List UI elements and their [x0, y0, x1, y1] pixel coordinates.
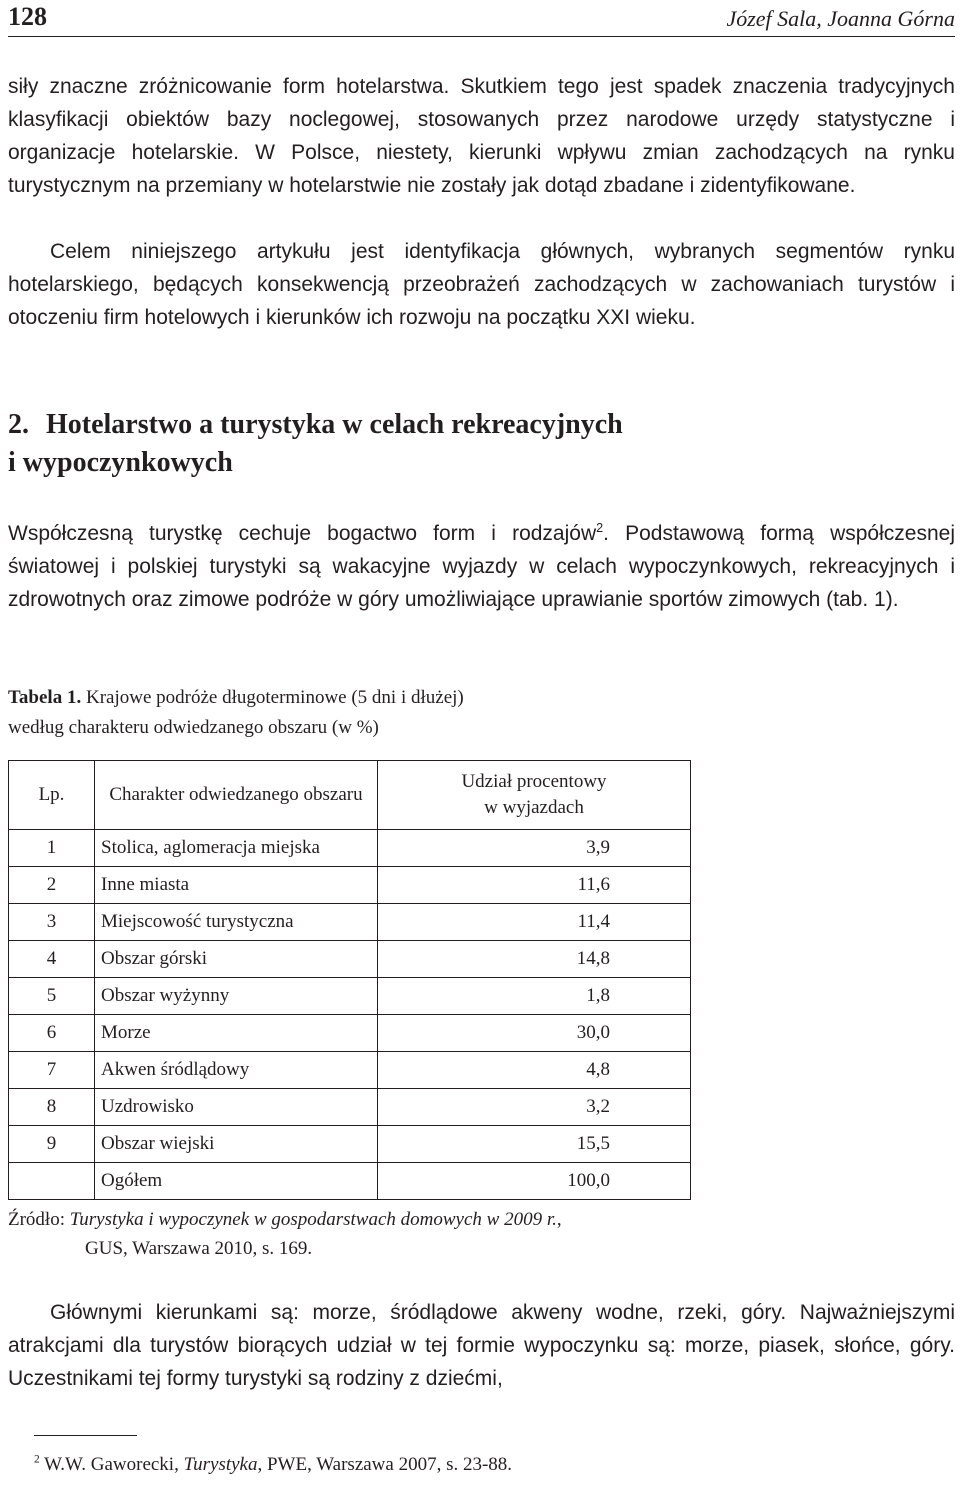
table-header-row: [9, 761, 691, 830]
footnote-marker: 2: [34, 1453, 40, 1466]
cell-lp: 4: [9, 941, 95, 978]
cell-share: 14,8: [378, 941, 691, 978]
table-row: [9, 978, 691, 1015]
section-title-line1: Hotelarstwo a turystyka w celach rekreacyjnych: [46, 409, 623, 440]
running-head-authors: Józef Sala, Joanna Górna: [726, 6, 955, 31]
cell-share: 4,8: [378, 1052, 691, 1089]
page-number: 128: [8, 2, 47, 31]
header-share-line2: w wyjazdach: [484, 797, 584, 818]
cell-share: 100,0: [378, 1163, 691, 1200]
table-row: [9, 941, 691, 978]
cell-area: Inne miasta: [95, 867, 378, 904]
cell-lp: 7: [9, 1052, 95, 1089]
cell-lp: 2: [9, 867, 95, 904]
cell-area: Ogółem: [95, 1163, 378, 1200]
cell-share: 3,9: [378, 830, 691, 867]
trips-table: [8, 760, 691, 1200]
footnote-rule: [34, 1435, 137, 1436]
cell-area: Obszar górski: [95, 941, 378, 978]
header-area: Charakter odwiedzanego obszaru: [95, 761, 378, 830]
paragraph-main-directions: Głównymi kierunkami są: morze, śródlądowe akweny wodne, rzeki, góry. Najważniejszymi atrakcjami dla turystów biorących udział w tej formie wypoczynku są: morze, piasek, słońce, góry. Uczestnikami tej formy turystyki są rodziny z dziećmi,: [8, 1301, 955, 1390]
paragraph-article-aim: Celem niniejszego artykułu jest identyfikacja głównych, wybranych segmentów rynku hotelarskiego, będących konsekwencją przeobrażeń zachodzących w zachowaniach turystów i otoczeniu firm hotelowych i kierunków ich rozwoju na początku XXI wieku.: [8, 240, 955, 329]
footnote-reference[interactable]: 2: [596, 521, 604, 535]
table-caption-label: Tabela 1.: [8, 687, 82, 708]
table-row: [9, 1052, 691, 1089]
footnote-publication: , PWE, Warszawa 2007, s. 23-88.: [257, 1454, 513, 1475]
table-row: [9, 867, 691, 904]
table-row: [9, 904, 691, 941]
source-label: Źródło:: [8, 1209, 70, 1230]
cell-share: 1,8: [378, 978, 691, 1015]
table-caption-line1: Krajowe podróże długoterminowe (5 dni i dłużej): [81, 687, 464, 708]
section-title-line2: i wypoczynkowych: [8, 447, 233, 478]
paragraph-text-end: . Podstawową formą współczesnej światowej i polskiej turystyki są wakacyjne wyjazdy w celach wypoczynkowych, rekreacyjnych i zdrowotnych oraz zimowe podróże w góry umożliwiające uprawianie sportów zimowych (tab. 1).: [8, 522, 955, 611]
table-total-row: [9, 1163, 691, 1200]
footnote-author: W.W. Gaworecki,: [39, 1454, 184, 1475]
cell-area: Morze: [95, 1015, 378, 1052]
header-share: [378, 761, 691, 830]
section-number: 2.: [8, 409, 29, 440]
cell-lp: 3: [9, 904, 95, 941]
table-row: [9, 830, 691, 867]
paragraph-text-start: Współczesną turystkę cechuje bogactwo form i rodzajów: [8, 522, 597, 545]
section-heading: [8, 406, 955, 482]
cell-area: Obszar wyżynny: [95, 978, 378, 1015]
cell-share: 11,6: [378, 867, 691, 904]
table-caption-line2: według charakteru odwiedzanego obszaru (w %): [8, 717, 379, 738]
cell-share: 30,0: [378, 1015, 691, 1052]
header-lp: Lp.: [9, 761, 95, 830]
cell-area: Akwen śródlądowy: [95, 1052, 378, 1089]
footnote-title: Turystyka: [183, 1454, 258, 1475]
source-title: Turystyka i wypoczynek w gospodarstwach domowych w 2009 r.: [69, 1209, 557, 1230]
table-caption: [8, 683, 955, 743]
table-row: [9, 1089, 691, 1126]
cell-area: Stolica, aglomeracja miejska: [95, 830, 378, 867]
cell-share: 11,4: [378, 904, 691, 941]
cell-area: Miejscowość turystyczna: [95, 904, 378, 941]
cell-lp: 8: [9, 1089, 95, 1126]
cell-share: 3,2: [378, 1089, 691, 1126]
header-rule: [8, 36, 955, 37]
paragraph-tourism-forms: [8, 517, 955, 616]
table-row: [9, 1126, 691, 1163]
source-publisher: GUS, Warszawa 2010, s. 169.: [85, 1238, 313, 1259]
cell-lp: 5: [9, 978, 95, 1015]
cell-lp: 9: [9, 1126, 95, 1163]
cell-lp: 1: [9, 830, 95, 867]
cell-lp: [9, 1163, 95, 1200]
paragraph-intro-continuation: siły znaczne zróżnicowanie form hotelarstwa. Skutkiem tego jest spadek znaczenia tradycyjnych klasyfikacji obiektów bazy noclegowej, stosowanych przez narodowe urzędy statystyczne i organizacje hotelarskie. W Polsce, niestety, kierunki wpływu zmian zachodzących na rynku turystycznym na przemiany w hotelarstwie nie zostały jak dotąd zbadane i zidentyfikowane.: [8, 75, 955, 197]
running-head: [8, 2, 955, 32]
table-row: [9, 1015, 691, 1052]
cell-area: Uzdrowisko: [95, 1089, 378, 1126]
header-share-line1: Udział procentowy: [461, 771, 607, 792]
cell-lp: 6: [9, 1015, 95, 1052]
footnote: [34, 1452, 954, 1478]
source-comma: ,: [556, 1209, 562, 1230]
table-source: [8, 1205, 955, 1263]
cell-area: Obszar wiejski: [95, 1126, 378, 1163]
cell-share: 15,5: [378, 1126, 691, 1163]
